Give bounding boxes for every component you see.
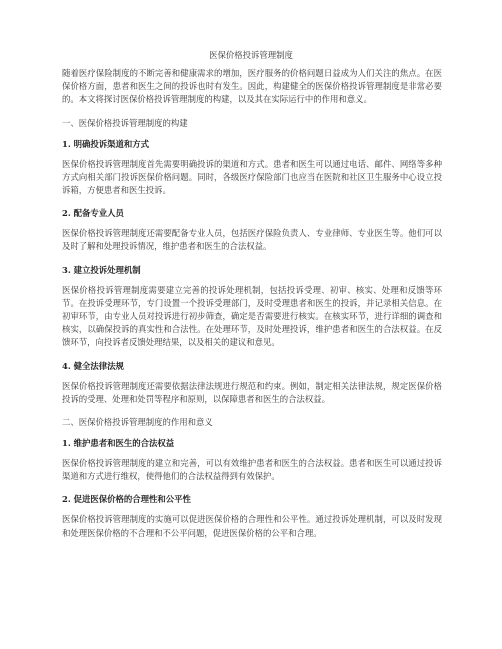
intro-paragraph: 随着医疗保险制度的不断完善和健康需求的增加，医疗服务的价格问题日益成为人们关注的焦点。在医保价格方面，患者和医生之间的投诉也时有发生。因此，构建健全的医保价格投诉管理制度是非常必要的。本文将探讨医保价格投诉管理制度的构建，以及其在实际运行中的作用和意义。 <box>62 68 442 105</box>
document-body <box>62 67 442 540</box>
section-heading: 二、医保价格投诉管理制度的作用和意义 <box>62 417 213 428</box>
subsection-paragraph: 医保价格投诉管理制度还需要依据法律法规进行规范和约束。例如，制定相关法律法规，规定医保价格投诉的受理、处理和处罚等程序和原则，以保障患者和医生的合法权益。 <box>62 380 442 404</box>
subsection-paragraph: 医保价格投诉管理制度首先需要明确投诉的渠道和方式。患者和医生可以通过电话、邮件、网络等多种方式向相关部门投诉医保价格问题。同时，各级医疗保险部门也应当在医院和社区卫生服务中心设立投诉箱，方便患者和医生投诉。 <box>62 158 442 196</box>
subsection-heading: 2. 促进医保价格的合理性和公平性 <box>62 494 191 505</box>
subsection-heading: 2. 配备专业人员 <box>62 208 124 219</box>
section-heading: 一、医保价格投诉管理制度的构建 <box>62 117 188 128</box>
subsection-paragraph: 医保价格投诉管理制度的建立和完善，可以有效维护患者和医生的合法权益。患者和医生可以通过投诉渠道和方式进行维权，使得他们的合法权益得到有效保护。 <box>62 458 442 482</box>
document-title: 医保价格投诉管理制度 <box>209 50 293 60</box>
subsection-heading: 1. 明确投诉渠道和方式 <box>62 138 150 149</box>
section-one <box>62 117 442 406</box>
subsection-paragraph: 医保价格投诉管理制度需要建立完善的投诉处理机制，包括投诉受理、初审、核实、处理和反馈等环节。在投诉受理环节，专门设置一个投诉受理部门，及时受理患者和医生的投诉，并记录相关信息。在初审环节，由专业人员对投诉进行初步筛查，确定是否需要进行核实。在核实环节，进行详细的调查和核实，以确保投诉的真实性和合法性。在处理环节，及时处理投诉，维护患者和医生的合法权益。在反馈环节，向投诉者反馈处理结果，以及相关的建议和意见。 <box>62 284 442 348</box>
subsection-heading: 3. 建立投诉处理机制 <box>62 264 141 275</box>
section-two <box>62 416 442 540</box>
subsection-paragraph: 医保价格投诉管理制度还需要配备专业人员，包括医疗保险负责人、专业律师、专业医生等。他们可以及时了解和处理投诉情况，维护患者和医生的合法权益。 <box>62 228 442 252</box>
subsection-heading: 4. 健全法律法规 <box>62 360 124 371</box>
subsection-heading: 1. 维护患者和医生的合法权益 <box>62 438 175 449</box>
subsection-paragraph: 医保价格投诉管理制度的实施可以促进医保价格的合理性和公平性。通过投诉处理机制，可以及时发现和处理医保价格的不合理和不公平问题，促进医保价格的公平和合理。 <box>62 514 442 538</box>
